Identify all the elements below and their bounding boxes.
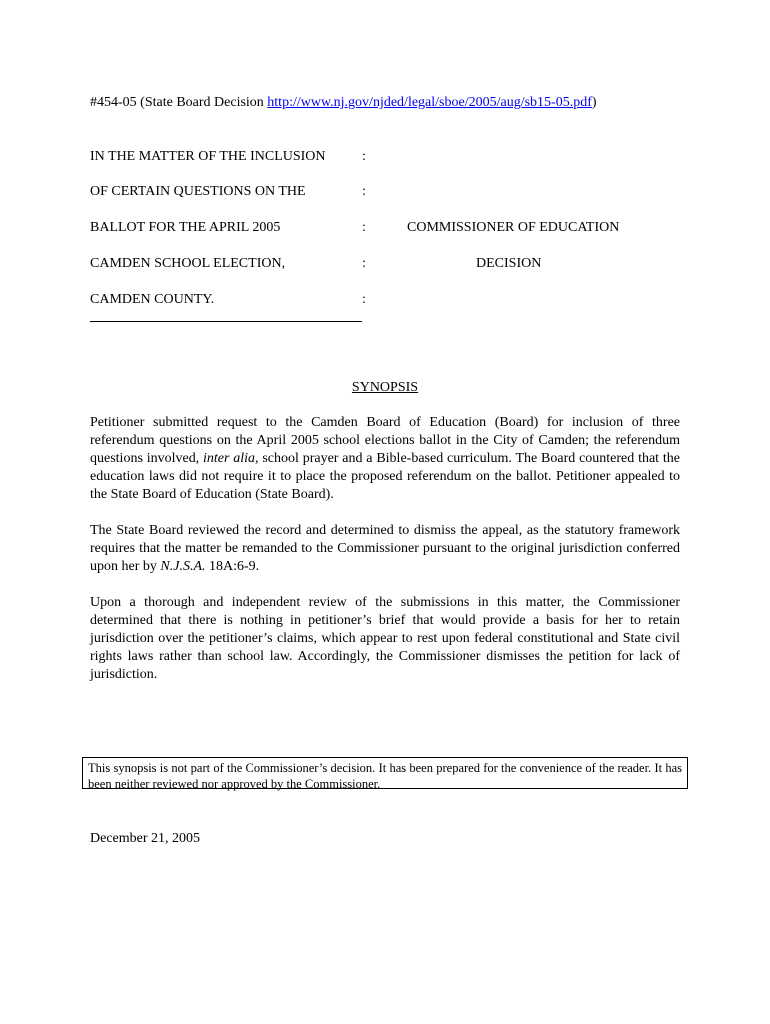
caption-line-3: BALLOT FOR THE APRIL 2005 [90, 220, 281, 235]
synopsis-heading: SYNOPSIS [351, 380, 419, 395]
caption-line-2: OF CERTAIN QUESTIONS ON THE [90, 184, 306, 199]
decision-label: DECISION [476, 256, 542, 271]
caption-underline [90, 321, 362, 322]
decision-date: December 21, 2005 [90, 831, 201, 846]
synopsis-paragraph-1: Petitioner submitted request to the Camden Board of Education (Board) for inclusion of three referendum questions on the April 2005 school elections ballot in the City of Camden; the referendum questions involved, inter alia, school prayer and a Bible-based curriculum. The Board countered that the education laws did not require it to place the proposed referendum on the ballot. Petitioner appealed to the State Board of Education (State Board). [90, 415, 680, 502]
caption-separator: : [362, 149, 366, 164]
synopsis-paragraph-2: The State Board reviewed the record and determined to dismiss the appeal, as the statutory framework requires that the matter be remanded to the Commissioner pursuant to the original jurisdiction conferred upon her by N.J.S.A. 18A:6-9. [90, 523, 680, 574]
caption-line-4: CAMDEN SCHOOL ELECTION, [90, 256, 286, 271]
state-board-decision-link[interactable]: http://www.nj.gov/njded/legal/sboe/2005/aug/sb15-05.pdf [267, 95, 592, 110]
document-header [90, 94, 597, 111]
header-close-paren: ) [591, 95, 597, 110]
caption-line-5: CAMDEN COUNTY. [90, 292, 215, 307]
caption-separator: : [362, 220, 366, 235]
decision-maker: COMMISSIONER OF EDUCATION [407, 220, 620, 235]
synopsis-disclaimer-box: This synopsis is not part of the Commissioner’s decision. It has been prepared for the convenience of the reader. It has been neither reviewed nor approved by the Commissioner. [82, 757, 688, 789]
caption-separator: : [362, 256, 366, 271]
caption-separator: : [362, 184, 366, 199]
caption-separator: : [362, 292, 366, 307]
synopsis-paragraph-3: Upon a thorough and independent review of the submissions in this matter, the Commissioner determined that there is nothing in petitioner’s brief that would provide a basis for her to retain jurisdiction over the petitioner’s claims, which appear to rest upon federal constitutional and State civil rights laws rather than school law. Accordingly, the Commissioner dismisses the petition for lack of jurisdiction. [90, 595, 680, 682]
docket-reference: #454-05 (State Board Decision [90, 95, 268, 110]
caption-line-1: IN THE MATTER OF THE INCLUSION [90, 149, 326, 164]
